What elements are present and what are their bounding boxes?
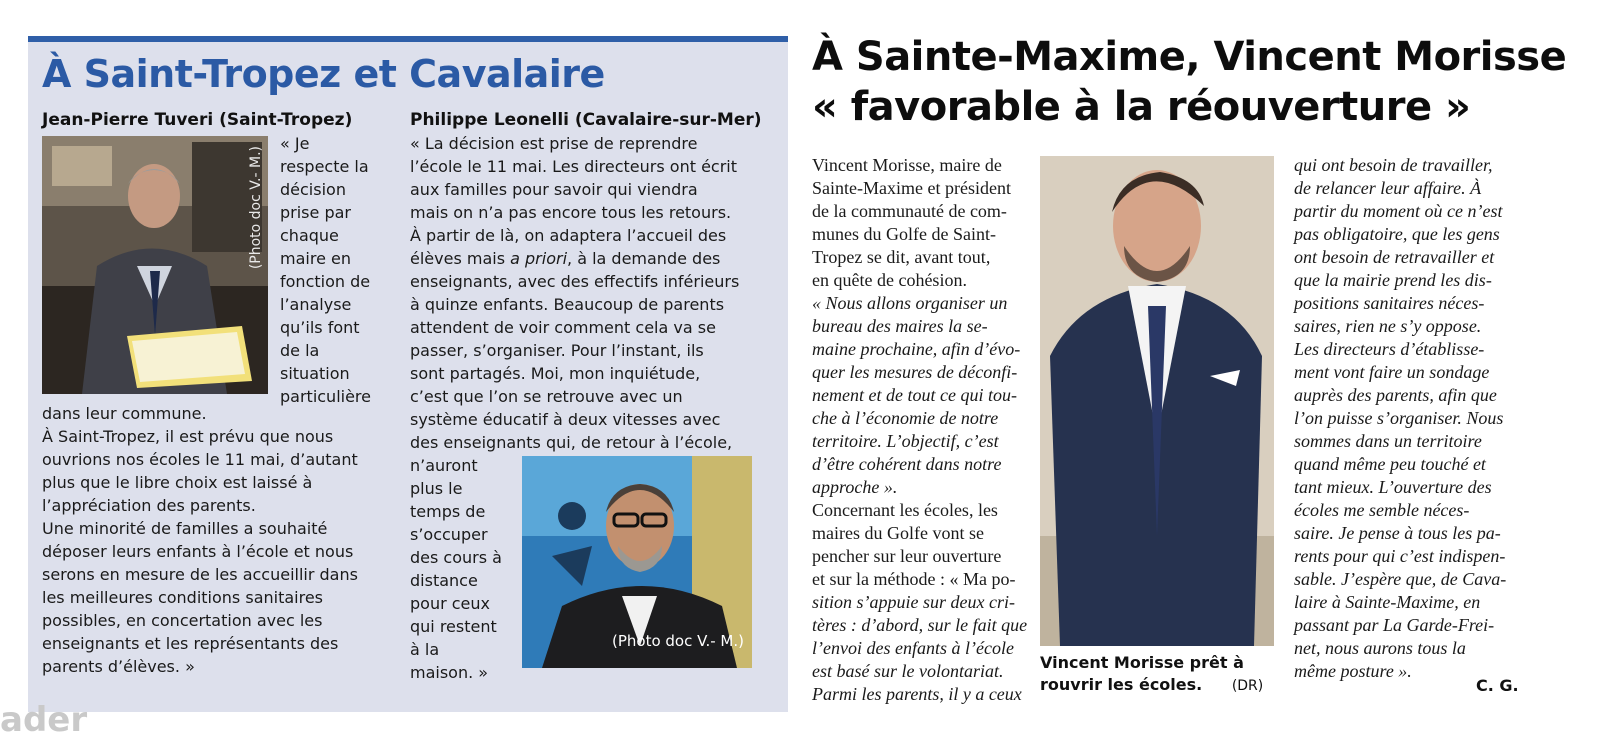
col1-body-text: dans leur commune. À Saint-Tropez, il est prévu que nous ouvrions nos écoles le 11 mai, d’autant plus que le libre choix est laissé à l’appréciation des parents. Une minorité de familles a souhaité déposer leurs enfants à l’école et nous serons en mesure de les accueillir dans les meilleures conditions sanitaires possibles, en concertation avec les enseignants et les représentants des parents d’élèves. » bbox=[42, 404, 358, 676]
right-title-line1: À Sainte-Maxime, Vincent Morisse bbox=[812, 34, 1567, 80]
signature: C. G. bbox=[1476, 676, 1519, 695]
left-article-top-rule bbox=[28, 36, 788, 42]
byline-leonelli: Philippe Leonelli (Cavalaire-sur-Mer) bbox=[410, 110, 762, 130]
photo-morisse bbox=[1040, 156, 1274, 646]
photo-tuveri bbox=[42, 136, 268, 394]
photo-credit-leonelli: (Photo doc V.- M.) bbox=[612, 632, 744, 650]
photo-leonelli bbox=[522, 456, 752, 668]
photo-caption: Vincent Morisse prêt à rouvrir les écoles. (DR) bbox=[1040, 653, 1264, 694]
photo-credit-tuveri: (Photo doc V.- M.) bbox=[248, 146, 264, 270]
right-col3-text: qui ont besoin de travailler, de relancer leur affaire. À partir du moment où ce n’est pas obligatoire, que les gens ont besoin de retravailler et que la mairie prend les dis- positions sanitaires néces- saires, rien ne s’y oppose. Les directeurs d’établisse- ment vont faire un sondage auprès des parents, afin que l’on puisse s’organiser. Nous sommes dans un territoire quand même peu touché et tant mieux. L’ouverture des écoles me semble néces- saire. Je pense à tous les pa- rents pour qui c’est indispen- sable. J’espère que, de Cava- laire à Sainte-Maxime, en passant par La Garde-Frei- net, nous aurons tous la même posture ». bbox=[1294, 155, 1507, 681]
footer-fragment: ader bbox=[0, 700, 88, 740]
byline-tuveri: Jean-Pierre Tuveri (Saint-Tropez) bbox=[42, 110, 353, 130]
col2-wrap-text: n’auront plus le temps de s’occuper des cours à distance pour ceux qui restent à la maison. » bbox=[410, 456, 502, 682]
col1-wrap-text: « Je respecte la décision prise par chaque maire en fonction de l’analyse qu’ils font de la situation particulière bbox=[280, 134, 371, 406]
caption-credit: (DR) bbox=[1231, 678, 1264, 694]
col2-body-text: « La décision est prise de reprendre l’école le 11 mai. Les directeurs ont écrit aux familles pour savoir qui viendra mais on n’a pas encore tous les retours. À partir de là, on adaptera l’accueil des élèves mais a priori, à la demande des enseignants, avec des effectifs inférieurs à quinze enfants. Beaucoup de parents attendent de voir comment cela va se passer, s’organiser. Pour l’instant, ils sont partagés. Moi, mon inquiétude, c’est que l’on se retrouve avec un système éducatif à deux vitesses avec des enseignants qui, de retour à l’école, bbox=[410, 134, 740, 452]
right-col1-text: Vincent Morisse, maire de Sainte-Maxime et président de la communauté de com- munes du Golfe de Saint- Tropez se dit, avant tout, en quête de cohésion. « Nous allons organiser un bureau des maires la se- maine prochaine, afin d’évo- quer les mesures de déconfi- nement et de tout ce qui tou- che à l’économie de notre territoire. L’objectif, c’est d’être cohérent dans notre approche ». Concernant les écoles, les maires du Golfe vont se pencher sur leur ouverture et sur la méthode : « Ma po- sition s’appuie sur deux cri- tères : d’abord, sur le fait que l’envoi des enfants à l’école est basé sur le volontariat. Parmi les parents, il y a ceux bbox=[812, 155, 1028, 704]
right-title-line2: « favorable à la réouverture » bbox=[812, 84, 1471, 130]
left-article-title: À Saint-Tropez et Cavalaire bbox=[42, 52, 605, 96]
right-article-title bbox=[812, 32, 1566, 132]
